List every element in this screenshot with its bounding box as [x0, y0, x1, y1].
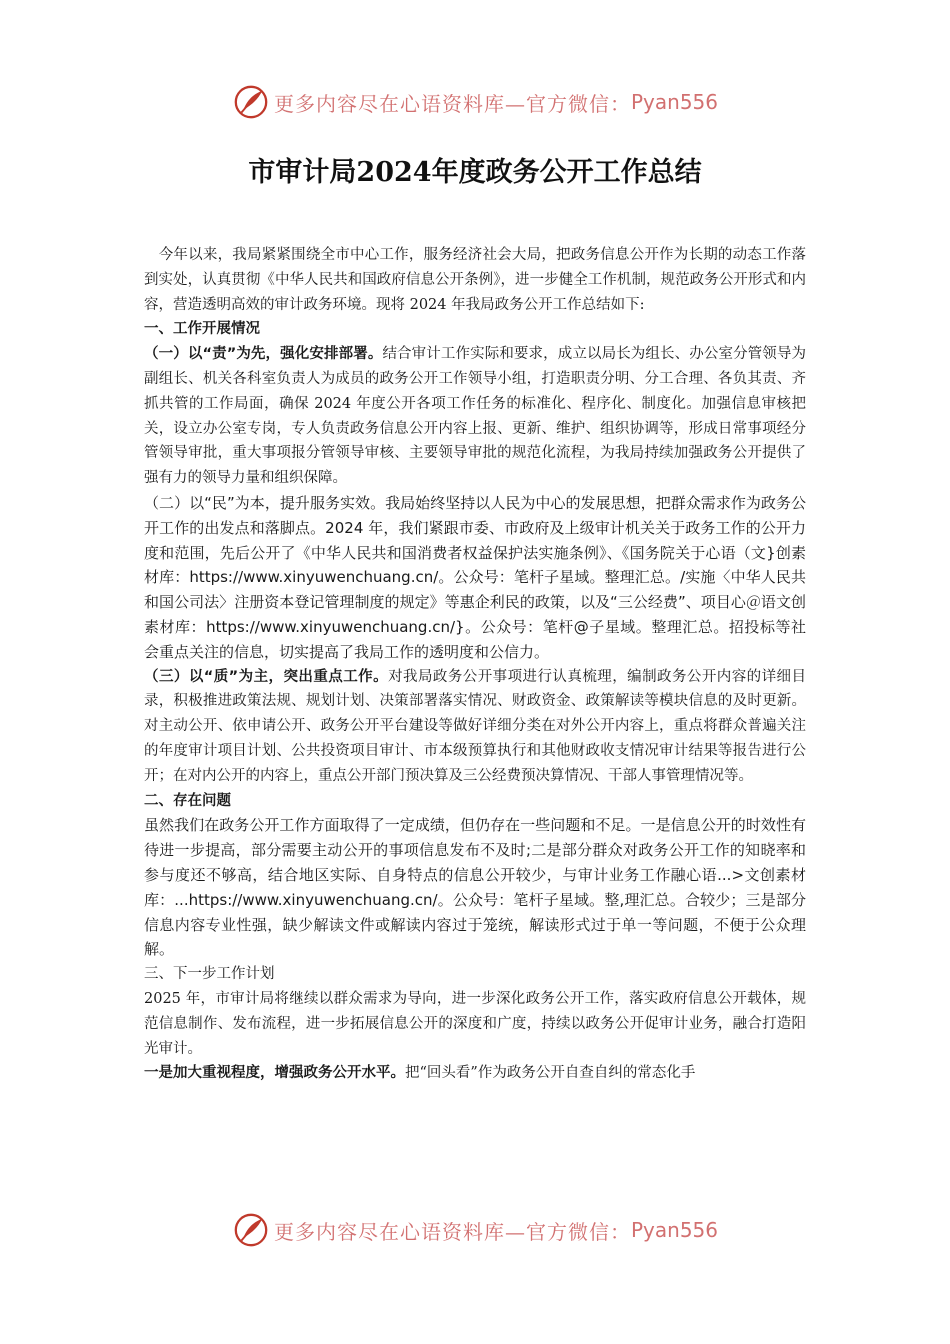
document-title: 市审计局2024年度政务公开工作总结	[248, 157, 702, 188]
banner-text: 更多内容尽在心语资料库—官方微信：	[273, 91, 631, 116]
section3-p1-body: 把“回头看”作为政务公开自查自纠的常态化手	[405, 1065, 696, 1082]
banner-handle: Pyan556	[630, 90, 718, 114]
footer-watermark-banner	[0, 1210, 950, 1250]
section2-heading: 二、存在问题	[144, 792, 231, 809]
section1-paragraph-2: （二）以“民”为本，提升服务实效。我局始终坚持以人民为中心的发展思想，把群众需求作为政务公开工作的出发点和落脚点。2024 年，我们紧跟市委、市政府及上级审计机关关于政务工作的公开力度和范围，先后公开了《中华人民共和国消费者权益保护法实施条例》、《国务院关于心语（文}创素材库：https://www.xinyuwenchuang.cn/。公众号：笔杆子星域。整理汇总。/实施〈中华人民共和国公司法〉注册资本登记管理制度的规定》等惠企利民的政策，以及“三公经费”、项目心＠语文创素材库：https://www.xinyuwenchuang.cn/}。公众号：笔杆@子星域。整理汇总。招投标等社会重点关注的信息，切实提高了我局工作的透明度和公信力。	[144, 493, 806, 661]
banner-text: 更多内容尽在心语资料库—官方微信：	[273, 1219, 631, 1244]
section3-paragraph-1	[144, 1061, 806, 1086]
section1-p1-body: 结合审计工作实际和要求，成立以局长为组长、办公室分管领导为副组长、机关各科室负责人为成员的政务公开工作领导小组，打造职责分明、分工合理、各负其责、齐抓共管的工作局面，确保 2024 年度公开各项工作任务的标准化、程序化、制度化。加强信息审核把关，设立办公室专岗，专人负责政务信息公开内容上报、更新、维护、组织协调等，形成日常事项经分管领导审批，重大事项报分管领导审核、主要领导审批的规范化流程，为我局持续加强政务公开提供了强有力的领导力量和组织保障。	[144, 346, 807, 487]
section3-paragraph: 2025 年，市审计局将继续以群众需求为导向，进一步深化政务公开工作，落实政府信息公开载体，规范信息制作、发布流程，进一步拓展信息公开的深度和广度，持续以政务公开促审计业务，融合打造阳光审计。	[144, 990, 806, 1057]
section3-heading: 三、下一步工作计划	[144, 966, 275, 983]
header-watermark-banner	[0, 82, 950, 122]
section1-p3-body: 对我局政务公开事项进行认真梳理，编制政务公开内容的详细目录，积极推进政策法规、规划计划、决策部署落实情况、财政资金、政策解读等模块信息的及时更新。对主动公开、依申请公开、政务公开平台建设等做好详细分类在对外公开内容上，重点将群众普遍关注的年度审计项目计划、公共投资项目审计、市本级预算执行和其他财政收支情况审计结果等报告进行公开；在对内公开的内容上，重点公开部门预决算及三公经费预决算情况、干部人事管理情况等。	[144, 668, 807, 784]
intro-paragraph: 今年以来，我局紧紧围绕全市中心工作，服务经济社会大局，把政务信息公开作为长期的动态工作落到实处，认真贯彻《中华人民共和国政府信息公开条例》，进一步健全工作机制，规范政务公开形式和内容，营造透明高效的审计政务环境。现将 2024 年我局政务公开工作总结如下:	[144, 247, 806, 313]
section1-paragraph-1	[144, 342, 806, 491]
section1-p3-lead: （三）以“质”为主，突出重点工作。	[144, 668, 389, 685]
section2-paragraph: 虽然我们在政务公开工作方面取得了一定成绩，但仍存在一些问题和不足。一是信息公开的时效性有待进一步提高，部分需要主动公开的事项信息发布不及时;二是部分群众对政务公开工作的知晓率和参与度还不够高，结合地区实际、自身特点的信息公开较少，与审计业务工作融心语...>文创素材库：...https://www.xinyuwenchuang.cn/。公众号：笔杆子星域。整,理汇总。合较少；三是部分信息内容专业性强，缺少解读文件或解读内容过于笼统，解读形式过于单一等问题，不便于公众理解。	[144, 816, 806, 959]
section1-heading: 一、工作开展情况	[144, 321, 260, 338]
document-body	[144, 243, 806, 1086]
quill-logo-icon	[232, 1211, 270, 1249]
quill-logo-icon	[232, 83, 270, 121]
section1-p1-lead: （一）以“责”为先，强化安排部署。	[144, 346, 383, 363]
section3-p1-lead: 一是加大重视程度，增强政务公开水平。	[144, 1065, 405, 1082]
banner-handle: Pyan556	[630, 1218, 718, 1242]
section1-paragraph-3	[144, 665, 806, 789]
